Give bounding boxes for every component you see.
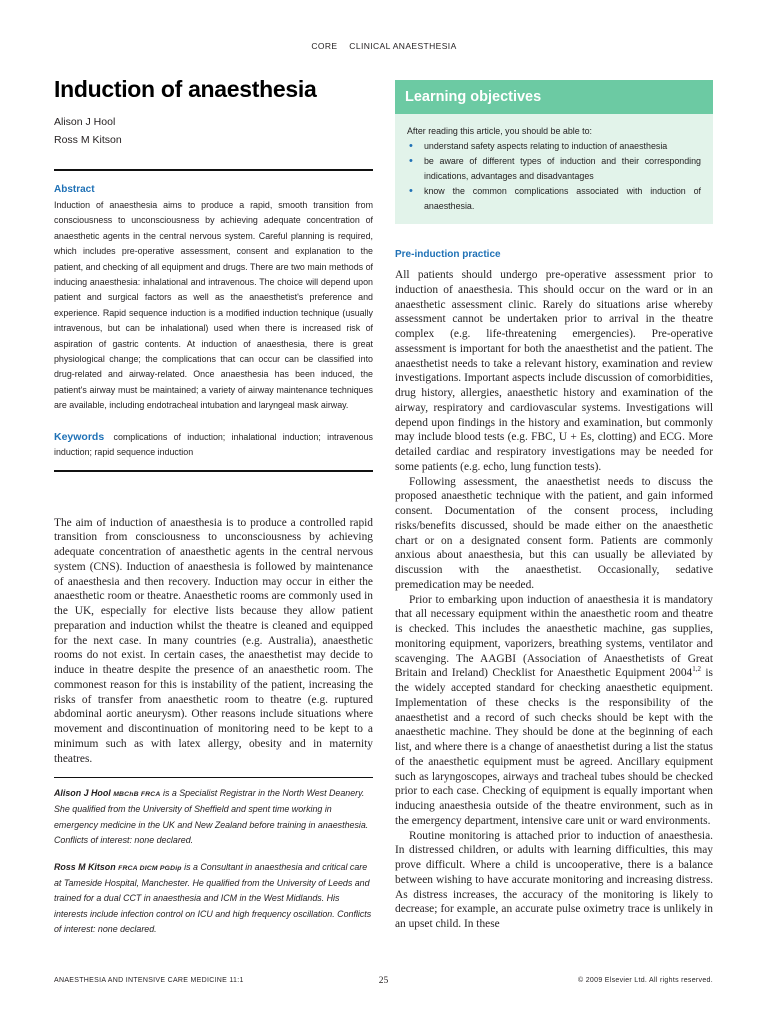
bullet-icon: • xyxy=(409,185,413,197)
list-item: • understand safety aspects relating to induction of anaesthesia xyxy=(409,140,668,152)
paragraph: Prior to embarking upon induction of anaesthesia it is mandatory that all necessary equipment within the anaesthetic room and theatre is checked. This includes the anaesthetic machine, gas supplies, monitoring equipment, vaporizers, breathing systems, ventilator and scavenging. The AAGBI (Association of Anaesthetists of Great Britain and Ireland) Checklist for Anaesthetic Equipment 2004$^{1,2}$ is the widely accepted standard for checking anaesthetic equipment. Implementation of these checks is the responsibility of the anaesthetist and a record of such checks should be kept with the anaesthetic machine. They should be done at the beginning of each list, and where there is a change of anaesthetist during a list the status of the anaesthetic equipment must be agreed. Ancillary equipment such as laryngoscopes, airways and tracheal tubes should be checked prior to each case. Checking of equipment is equally important when inducing anaesthesia outside of the theatre environment, such as in the emergency department, intensive care unit or ward environments. xyxy=(395,593,713,827)
author-bio xyxy=(54,786,373,848)
author-name: Ross M Kitson xyxy=(54,134,122,146)
section-body xyxy=(395,268,713,932)
running-head-section: CORE xyxy=(311,41,338,51)
author-bio xyxy=(54,860,373,937)
paragraph: Routine monitoring is attached prior to induction of anaesthesia. In distressed children, or adults with learning difficulties, this may prove difficult. Where a child is uncooperative, there is a balance between wishing to have accurate monitoring and increasing distress. As distress increases, the accuracy of the monitoring is likely to decrease; for example, an accurate pulse oximetry trace is unlikely in an upset child. In these xyxy=(395,829,713,930)
abstract-text: Induction of anaesthesia aims to produce a rapid, smooth transition from consciousness to unconsciousness by achieving adequate concentration of anaesthetic agents in the central nervous system. Careful planning is required, which includes pre-operative assessment, consent and explanation to the patient, and checking of all equipment and drugs. There are two main methods of inducing anaesthesia: inhalational and intravenous. The choice will depend upon patient and surgical factors as well as the anaesthetist's preference and experience. Rapid sequence induction is a modified induction technique (usually intravenous, but can be inhalational) used when there is increased risk of aspiration of gastric contents. At induction of anaesthesia, there is great physiological change; the complications that can occur can be classified into drug-related and airway-related. Once anaesthesia has been induced, the patient's airway must be maintained; a variety of airway maintenance techniques are available, including endotracheal intubation and laryngeal mask airway. xyxy=(54,200,373,411)
keywords-label: Keywords xyxy=(54,430,105,443)
bio-degrees: FRCA DICM PGDip xyxy=(118,865,182,873)
page-number: 25 xyxy=(378,976,389,986)
divider xyxy=(54,470,373,472)
section-heading: Pre-induction practice xyxy=(395,249,501,260)
learning-objectives-intro: After reading this article, you should be able to: xyxy=(407,126,593,136)
running-head xyxy=(0,41,768,51)
keywords xyxy=(54,430,373,461)
divider xyxy=(54,777,373,778)
learning-objectives-content xyxy=(395,114,713,224)
article-title: Induction of anaesthesia xyxy=(54,76,317,102)
running-head-topic: CLINICAL ANAESTHESIA xyxy=(349,41,457,51)
bullet-icon: • xyxy=(409,155,413,167)
list-item: • be aware of different types of induction and their corresponding indications, advantages and disadvantages xyxy=(409,155,701,181)
bio-degrees: MBChB FRCA xyxy=(113,791,161,799)
paragraph: Following assessment, the anaesthetist needs to discuss the proposed anaesthetic technique with the patient, and gain informed consent. Documentation of the consent process, including risks/benefits discussed, should be made either on the anaesthetic chart or on a designated consent form. Patients are commonly anxious about anaesthesia, but this can usually be alleviated by discussion with the anaesthetist. Occasionally, sedative premedication may be needed. xyxy=(395,475,713,591)
footer-journal: ANAESTHESIA AND INTENSIVE CARE MEDICINE 11:1 xyxy=(54,977,244,984)
keywords-text: complications of induction; inhalational induction; intravenous induction; rapid sequence induction xyxy=(54,431,373,458)
citation-ref[interactable]: 1,2 xyxy=(692,665,701,674)
paragraph: All patients should undergo pre-operative assessment prior to induction of anaesthesia. This should occur on the ward or in an anaesthetic assessment clinic. Rarely do situations arise whereby assessment cannot be undertaken prior to arrival in the theatre complex (e.g. life-threatening emergencies). Pre-operative assessment is important for both the anaesthetist and the patient. The anaesthetist needs to take a relevant history, examination and review investigations. Important aspects include discussion of comorbidities, drug history, allergies, anaesthetic history and examination of the airway, respiratory and cardiovascular systems. Investigations will depend upon findings in the history and examination, but commonly may include blood tests (e.g. FBC, U + Es, clotting) and ECG. More detailed cardiac and respiratory investigations may be needed for some patients (e.g. echo, lung function tests). xyxy=(395,269,713,473)
list-item: • know the common complications associated with induction of anaesthesia. xyxy=(409,185,701,211)
bullet-icon: • xyxy=(409,140,413,152)
intro-paragraph: The aim of induction of anaesthesia is to produce a controlled rapid transition from consciousness to unconsciousness by achieving adequate concentration of anaesthetic agents in the central nervous system (CNS). Induction of anaesthesia is followed by maintenance of anaesthesia and then recovery. Induction may occur in either the anaesthetic room or theatre. Anaesthetic rooms are commonly used in the UK, especially for elective lists because they allow patient preparation and induction whilst the theatre is cleaned and equipped for the next case. In many countries (e.g. Australia), anaesthetic rooms do not exist. In certain cases, the anaesthetist may decide to induce in theatre despite the presence of an anaesthetic room. The commonest reason for this is instability of the patient, increasing the risks of transfer from anaesthetic room to theatre (e.g. ruptured abdominal aortic aneurysm). Other reasons include situations where movement and discontinuation of monitoring need to be kept to a minimum such as with latex allergy, obesity and in maternity theatres. xyxy=(54,516,373,765)
left-column xyxy=(54,72,373,937)
learning-objectives-list xyxy=(407,139,701,214)
bio-text: is a Consultant in anaesthesia and critical care at Tameside Hospital, Manchester. He qualified from the University of Leeds and trained for a dual CCT in anaesthesia and ICM in the West Midlands. His interests include infection control on ICU and high frequency oscillation. Conflicts of interest: none declared. xyxy=(54,862,372,934)
bio-text: is a Specialist Registrar in the North West Deanery. She qualified from the University of Sheffield and spent time working in emergency medicine in the UK and New Zealand before training in anaesthesia. Conflicts of interest: none declared. xyxy=(54,788,369,845)
learning-objectives-box xyxy=(395,80,713,224)
author-list xyxy=(54,113,373,149)
author-name: Alison J Hool xyxy=(54,116,116,128)
learning-objectives-title: Learning objectives xyxy=(395,80,713,114)
footer-copyright: © 2009 Elsevier Ltd. All rights reserved. xyxy=(578,977,713,984)
abstract-heading: Abstract xyxy=(54,184,95,195)
bio-name: Alison J Hool xyxy=(54,788,111,799)
divider xyxy=(54,169,373,171)
right-column xyxy=(395,80,713,932)
bio-name: Ross M Kitson xyxy=(54,862,116,873)
